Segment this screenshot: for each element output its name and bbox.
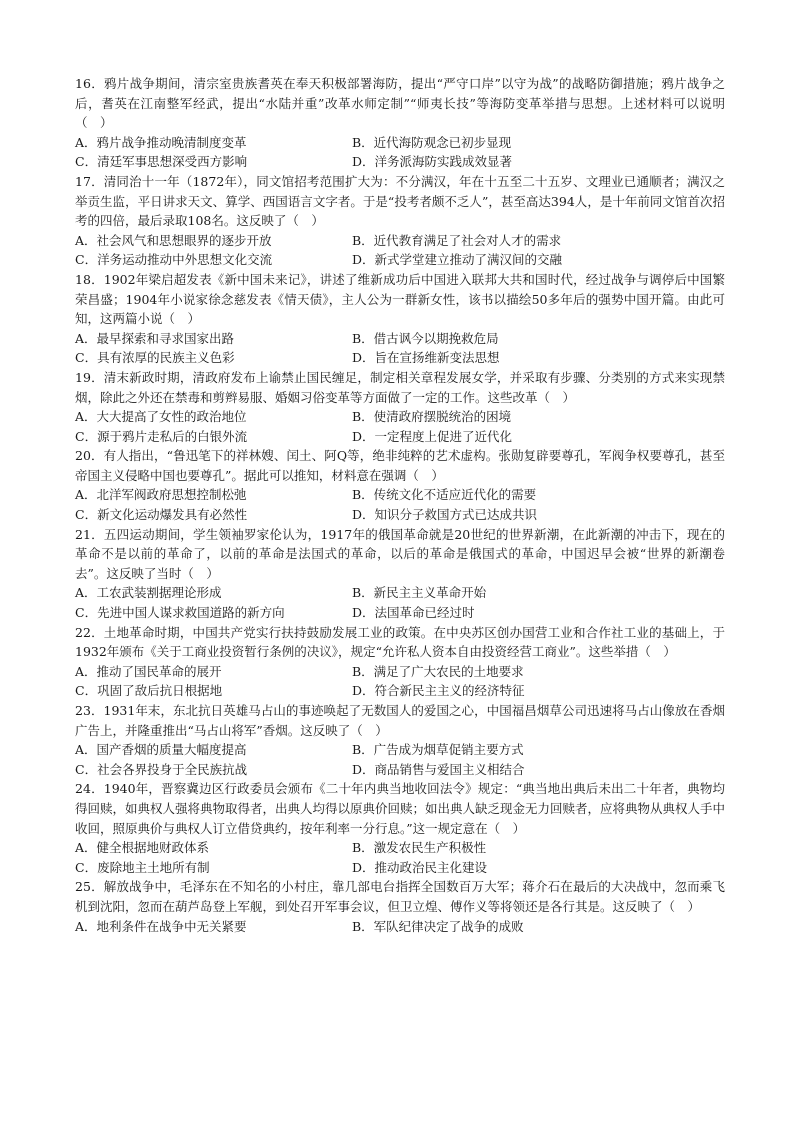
option-c: C．洋务运动推动中外思想文化交流 [75,252,273,268]
option-a: A．国产香烟的质量大幅度提高 [75,742,247,758]
question-stem: 23．1931年末，东北抗日英雄马占山的事迹唤起了无数国人的爱国之心，中国福昌烟草公司迅速将马占山像放在香烟广告上，并隆重推出“马占山将军”香烟。这反映了（ ） [75,703,725,738]
question-stem: 19．清末新政时期，清政府发布上谕禁止国民缠足，制定相关章程发展女学，并采取有步骤、分类别的方式来实现禁烟，除此之外还在禁毒和剪辫易服、婚姻习俗变革等方面做了一定的工作。这些改革（ ） [75,369,725,405]
question-block [75,701,725,779]
option-c: C．具有浓厚的民族主义色彩 [75,350,235,366]
option-b: B．使清政府摆脱统治的困境 [352,409,512,425]
option-c: C．新文化运动爆发具有必然性 [75,507,248,523]
option-c: C．先进中国人谋求救国道路的新方向 [75,605,285,621]
option-d: D．符合新民主主义的经济特征 [352,683,525,699]
option-a: A．大大提高了女性的政治地位 [75,409,247,425]
question-block [75,779,725,877]
question-stem: 24．1940年，晋察冀边区行政委员会颁布《二十年内典当地收回法令》规定：“典当地出典后未出二十年者，典物均得回赎，如典权人强将典物取得者，出典人均得以原典价回赎；如出典人缺乏现金无力回赎者，应将典物从典权人手中收回，照原典价与典权人订立借贷典约，按年利率一分行息。”这一规定意在（ ） [75,781,726,836]
option-c: C．社会各界投身于全民族抗战 [75,761,248,777]
question-stem: 22．土地革命时期，中国共产党实行扶持鼓励发展工业的政策。在中央苏区创办国营工业和合作社工业的基础上，于1932年颁布《关于工商业投资暂行条例的决议》，规定“允许私人资本自由投资经营工商业”。这些举措（ ） [75,624,725,660]
question-block [75,525,725,623]
option-b: B．传统文化不适应近代化的需要 [352,487,537,503]
option-d: D．法国革命已经过时 [352,605,475,621]
option-a: A．最早探索和寻求国家出路 [75,330,235,346]
option-a: A．社会风气和思想眼界的逐步开放 [75,232,272,248]
option-a: A．推动了国民革命的展开 [75,663,222,679]
question-block [75,368,725,446]
option-a: A．鸦片战争推动晚清制度变革 [75,134,247,150]
option-d: D．旨在宣扬维新变法思想 [352,350,500,366]
option-c: C．废除地主土地所有制 [75,859,210,875]
question-block [75,446,725,524]
option-a: A．工农武装割据理论形成 [75,585,222,601]
options-grid [75,133,725,172]
option-b: B．满足了广大农民的土地要求 [352,663,524,679]
option-a: A．北洋军阀政府思想控制松弛 [75,487,247,503]
option-d: D．商品销售与爱国主义相结合 [352,761,525,777]
option-d: D．新式学堂建立推动了满汉间的交融 [352,252,563,268]
question-block [75,623,725,701]
options-grid [75,407,725,446]
options-grid [75,485,725,524]
question-stem: 16．鸦片战争期间，清宗室贵族耆英在奉天积极部署海防，提出“严守口岸”以守为战”的战略防御措施；鸦片战争之后，耆英在江南整军经武，提出“水陆并重”改革水师定制”“师夷长技”等海防变革举措与思想。上述材料可以说明（ ） [75,76,725,131]
option-b: B．新民主主义革命开始 [352,585,487,601]
option-b: B．近代海防观念已初步显现 [352,134,512,150]
option-a: A．地利条件在战争中无关紧要 [75,918,247,934]
option-b: B．激发农民生产积极性 [352,840,487,856]
question-block [75,172,725,270]
option-c: C．清廷军事思想深受西方影响 [75,154,248,170]
option-d: D．洋务派海防实践成效显著 [352,154,513,170]
question-block [75,74,725,172]
options-grid [75,917,725,937]
options-grid [75,231,725,270]
exam-page [75,74,725,936]
option-c: C．源于鸦片走私后的白银外流 [75,428,248,444]
options-grid [75,740,725,779]
question-stem: 17．清同治十一年（1872年），同文馆招考范围扩大为：不分满汉，年在十五至二十五岁、文理业已通顺者；满汉之举贡生监，平日讲求天文、算学、西国语言文字者。于是“投考者颇不乏人”，甚至高达394人，是十年前同文馆首次招考的四倍，最后录取108名。这反映了（ ） [75,173,725,229]
option-d: D．一定程度上促进了近代化 [352,428,513,444]
options-grid [75,329,725,368]
option-d: D．知识分子救国方式已达成共识 [352,507,538,523]
question-stem: 20．有人指出，“鲁迅笔下的祥林嫂、闰土、阿Q等，绝非纯粹的艺术虚构。张勋复辟要尊孔，军阀争权要尊孔，甚至帝国主义侵略中国也要尊孔”。据此可以推知，材料意在强调（ ） [75,448,725,483]
option-b: B．近代教育满足了社会对人才的需求 [352,232,562,248]
option-a: A．健全根据地财政体系 [75,840,210,856]
question-stem: 18．1902年梁启超发表《新中国未来记》，讲述了维新成功后中国进入联邦大共和国时代，经过战争与调停后中国繁荣昌盛；1904年小说家徐念慈发表《情天债》，主人公为一群新女性，该书以描绘50多年后的强势中国开篇。由此可知，这两篇小说（ ） [75,271,725,327]
option-d: D．推动政治民主化建设 [352,859,488,875]
options-grid [75,583,725,622]
question-stem: 21．五四运动期间，学生领袖罗家伦认为，1917年的俄国革命就是20世纪的世界新潮，在此新潮的冲击下，现在的革命不是以前的革命了，以前的革命是法国式的革命，以后的革命是俄国式的革命，中国迟早会被“世界的新潮卷去”。这反映了当时（ ） [75,526,725,581]
options-grid [75,838,725,877]
option-b: B．军队纪律决定了战争的成败 [352,918,524,934]
question-block [75,270,725,368]
question-block [75,877,725,936]
option-b: B．广告成为烟草促销主要方式 [352,742,524,758]
option-c: C．巩固了敌后抗日根据地 [75,683,223,699]
option-b: B．借古讽今以期挽救危局 [352,330,499,346]
question-stem: 25．解放战争中，毛泽东在不知名的小村庄，靠几部电台指挥全国数百万大军；蒋介石在最后的大决战中，忽而乘飞机到沈阳，忽而在葫芦岛登上军舰，到处召开军事会议，但卫立煌、傅作义等将领还是各行其是。这反映了（ ） [75,879,725,914]
options-grid [75,662,725,701]
